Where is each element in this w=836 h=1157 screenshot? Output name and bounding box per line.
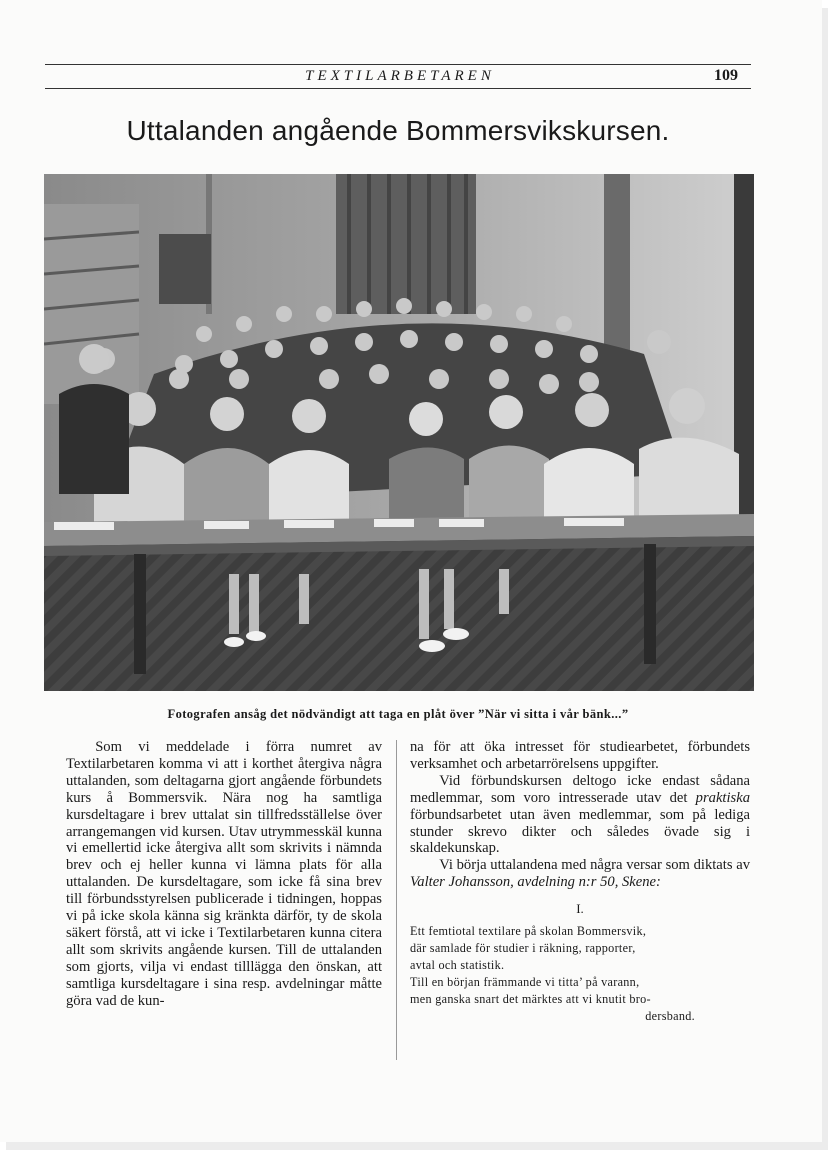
poem-line: Till en början främmande vi titta’ på varann,: [410, 975, 640, 990]
poet-attribution: Valter Johansson, avdelning n:r 50, Skene:: [410, 874, 661, 891]
classroom-photo: [44, 174, 754, 691]
header-rule-top: [45, 64, 751, 65]
page-number: 109: [714, 67, 738, 84]
paragraph-course-members-text-b: förbundsarbetet utan även medlemmar, som på lediga stunder skrevo dikter och således övade sig i skaldekunskap.: [410, 806, 750, 857]
left-column: [66, 739, 382, 1010]
photograph-classroom-icon: [44, 174, 754, 691]
right-column: [410, 739, 750, 1025]
running-title: TEXTILARBETAREN: [305, 68, 495, 84]
poem-line: men ganska snart det märktes att vi knutit bro-: [410, 992, 651, 1007]
paragraph-course-members: [410, 773, 750, 858]
poem-line: avtal och statistik.: [410, 958, 505, 973]
article-headline: Uttalanden angående Bommersvikskursen.: [126, 115, 670, 146]
poem-line-last: dersband.: [645, 1009, 695, 1024]
paragraph-intro-continued: na för att öka intresset för studiearbetet, förbundets verksamhet och arbetarrörelsens uppgifter.: [410, 739, 750, 772]
poem-line: Ett femtiotal textilare på skolan Bommersvik,: [410, 924, 647, 939]
header-rule-bottom: [45, 88, 751, 89]
column-divider: [396, 740, 397, 1060]
paragraph-poem-intro-text: Vi börja uttalandena med några versar som diktats av: [439, 857, 750, 874]
poem: [410, 923, 750, 1025]
emphasis-praktiska: praktiska: [695, 789, 750, 806]
paragraph-poem-intro: [410, 857, 750, 891]
paragraph-intro: Som vi meddelade i förra numret av Textilarbetaren komma vi att i korthet återgiva några uttalanden, som deltagarna gjort angående förbundets kurs å Bommersvik. Nära nog ha samtliga kursdeltagare i brev uttalat sin tillfredsställelse över arrangemangen vid kursen. Utav utrymmesskäl kunna vi emellertid icke återgiva allt som skrivits i nämnda brev och ej heller kunna vi lämna plats för alla uttalanden. De kursdeltagare, som icke få sina brev till förbundsstyrelsen publicerade i tidningen, hoppas vi på icke skola känna sig kränkta därför, ty de skola säkert förstå, att vi icke i Textilarbetaren kunna citera allt som skrivits angående kursen. Till de uttalanden som gjorts, vilja vi endast tilllägga den önskan, att samtliga kursdeltagare i sina resp. avdelningar måtte göra vad de kun-: [66, 739, 382, 1009]
photo-caption: Fotografen ansåg det nödvändigt att taga en plåt över ”När vi sitta i vår bänk...”: [167, 707, 629, 721]
paragraph-course-members-text-a: Vid förbundskursen deltogo icke endast sådana medlemmar, som voro intresserade utav det: [410, 772, 750, 806]
poem-line: där samlade för studier i räkning, rapporter,: [410, 941, 636, 956]
poem-number: I.: [576, 901, 584, 917]
